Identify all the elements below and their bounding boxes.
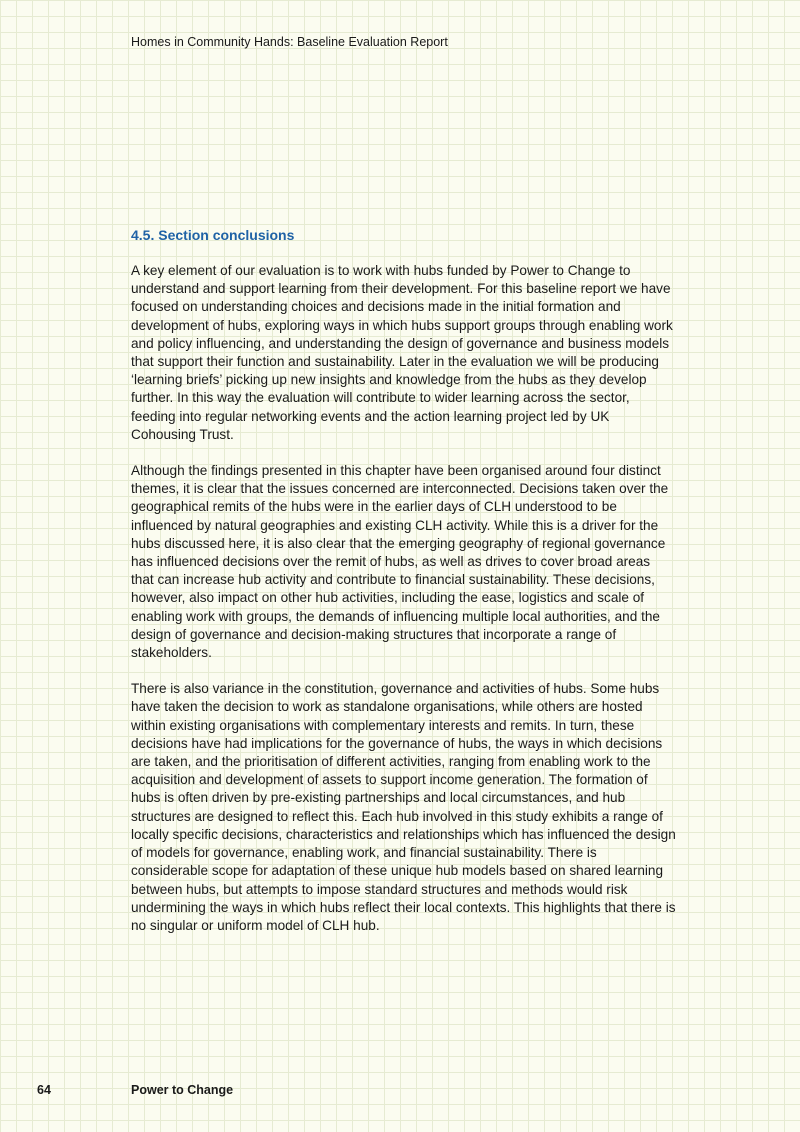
paragraph-3: There is also variance in the constitution, governance and activities of hubs. Some hubs have taken the decision to work as standalone organisations, while others are hosted within existing organisations with complementary interests and remits. In turn, these decisions have had implications for the governance of hubs, the ways in which decisions are taken, and the prioritisation of different activities, ranging from enabling work to the acquisition and development of assets to support income generation. The formation of hubs is often driven by pre-existing partnerships and local circumstances, and hub structures are designed to reflect this. Each hub involved in this study exhibits a range of locally specific decisions, characteristics and relationships which has influenced the design of models for governance, enabling work, and financial sustainability. There is considerable scope for adaptation of these unique hub models based on shared learning between hubs, but attempts to impose standard structures and methods would risk undermining the ways in which hubs reflect their local contexts. This highlights that there is no singular or uniform model of CLH hub. bbox=[131, 681, 676, 933]
paragraph-2: Although the findings presented in this chapter have been organised around four distinct themes, it is clear that the issues concerned are interconnected. Decisions taken over the geographical remits of the hubs were in the earlier days of CLH understood to be influenced by natural geographies and existing CLH activity. While this is a driver for the hubs discussed here, it is also clear that the emerging geography of regional governance has influenced decisions over the remit of hubs, as well as drives to cover broad areas that can increase hub activity and contribute to financial sustainability. These decisions, however, also impact on other hub activities, including the ease, logistics and scale of enabling work with groups, the demands of influencing multiple local authorities, and the design of governance and decision-making structures that incorporate a range of stakeholders. bbox=[131, 463, 669, 661]
section-body bbox=[131, 262, 676, 953]
page-footer bbox=[0, 1083, 800, 1099]
paragraph-1: A key element of our evaluation is to work with hubs funded by Power to Change to understand and support learning from their development. For this baseline report we have focused on understanding choices and decisions made in the initial formation and development of hubs, exploring ways in which hubs support groups through enabling work and policy influencing, and understanding the design of governance and business models that support their function and sustainability. Later in the evaluation we will be producing ‘learning briefs’ picking up new insights and knowledge from the hubs as they develop further. In this way the evaluation will contribute to wider learning across the sector, feeding into regular networking events and the action learning project led by UK Cohousing Trust. bbox=[131, 263, 673, 442]
page-number: 64 bbox=[37, 1083, 51, 1097]
footer-brand: Power to Change bbox=[131, 1083, 234, 1097]
running-header: Homes in Community Hands: Baseline Evaluation Report bbox=[131, 35, 448, 49]
section-heading: 4.5. Section conclusions bbox=[131, 227, 295, 243]
